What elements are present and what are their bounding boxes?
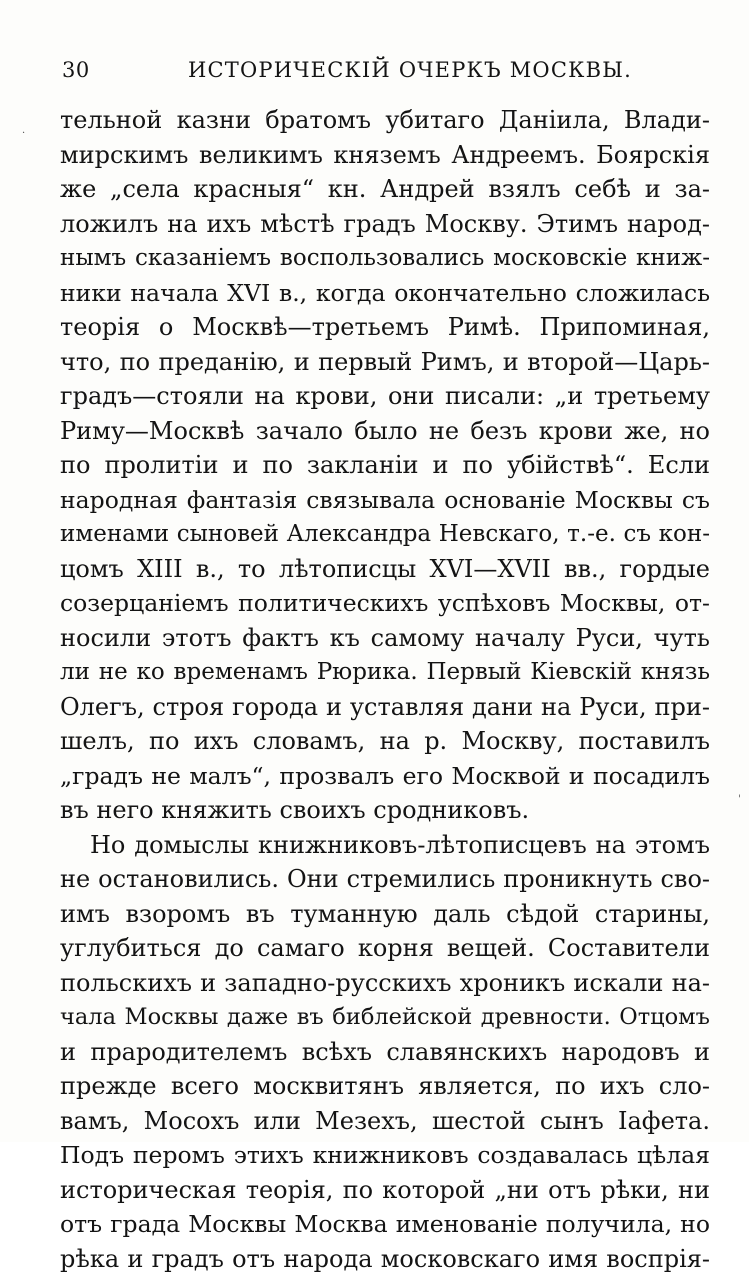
text-line: именами сыновей Александра Невскаго, т.-е. съ кон- [60, 517, 710, 552]
text-line: Подъ перомъ этихъ книжниковъ создавалась цѣлая [60, 1138, 710, 1173]
text-line: Но домыслы книжниковъ-лѣтописцевъ на этомъ [60, 828, 710, 863]
running-head [0, 54, 749, 88]
text-line: созерцаніемъ политическихъ успѣховъ Москвы, от- [60, 586, 710, 621]
text-line: теорія о Москвѣ—третьемъ Римѣ. Припоминая, [60, 310, 710, 345]
text-line: углубиться до самаго корня вещей. Составители [60, 931, 710, 966]
text-line: нымъ сказаніемъ воспользовались московскіе книж- [60, 241, 710, 276]
text-line: „градъ не малъ“, прозвалъ его Москвой и посадилъ [60, 759, 710, 794]
text-line: народная фантазія связывала основаніе Москвы съ [60, 483, 710, 518]
body-text [60, 103, 710, 1276]
text-line: носили этотъ фактъ къ самому началу Руси, чуть [60, 621, 710, 656]
text-line: ники начала XVI в., когда окончательно сложилась [60, 276, 710, 311]
text-line: не остановились. Они стремились проникнуть сво- [60, 862, 710, 897]
text-line: градъ—стояли на крови, они писали: „и третьему [60, 379, 710, 414]
text-line: шелъ, по ихъ словамъ, на р. Москву, поставилъ [60, 724, 710, 759]
text-line: вамъ, Мосохъ или Мезехъ, шестой сынъ Іафета. [60, 1104, 710, 1139]
text-line: ложилъ на ихъ мѣстѣ градъ Москву. Этимъ народ- [60, 207, 710, 242]
text-line: чала Москвы даже въ библейской древности. Отцомъ [60, 1000, 710, 1035]
text-line: историческая теорія, по которой „ни отъ рѣки, ни [60, 1173, 710, 1208]
text-line: Олегъ, строя города и уставляя дани на Руси, при- [60, 690, 710, 725]
text-line: же „села красныя“ кн. Андрей взялъ себѣ и за- [60, 172, 710, 207]
margin-speck: · [22, 128, 25, 139]
paragraph-1 [60, 103, 710, 828]
text-line: мирскимъ великимъ княземъ Андреемъ. Боярскія [60, 138, 710, 173]
text-line: цомъ XIII в., то лѣтописцы XVI—XVII вв., гордые [60, 552, 710, 587]
text-line: и прародителемъ всѣхъ славянскихъ народовъ и [60, 1035, 710, 1070]
text-line: отъ града Москвы Москва именованіе получила, но [60, 1207, 710, 1242]
text-line: рѣка и градъ отъ народа московскаго имя воспрія- [60, 1242, 710, 1276]
text-line: что, по преданію, и первый Римъ, и второй—Царь- [60, 345, 710, 380]
text-line: польскихъ и западно-русскихъ хроникъ искали на- [60, 966, 710, 1001]
paragraph-2 [60, 828, 710, 1276]
page-number: 30 [62, 58, 90, 82]
text-line: въ него княжить своихъ сродниковъ. [60, 793, 710, 828]
text-line: Риму—Москвѣ зачало было не безъ крови же, но [60, 414, 710, 449]
text-line: прежде всего москвитянъ является, по ихъ сло- [60, 1069, 710, 1104]
text-line: имъ взоромъ въ туманную даль сѣдой старины, [60, 897, 710, 932]
margin-speck: ' [738, 794, 741, 805]
text-line: ли не ко временамъ Рюрика. Первый Кіевскій князь [60, 655, 710, 690]
text-line: тельной казни братомъ убитаго Даніила, Влади- [60, 103, 710, 138]
text-line: по пролитіи и по закланіи и по убійствѣ“. Если [60, 448, 710, 483]
running-title: ИСТОРИЧЕСКІЙ ОЧЕРКЪ МОСКВЫ. [188, 58, 632, 82]
